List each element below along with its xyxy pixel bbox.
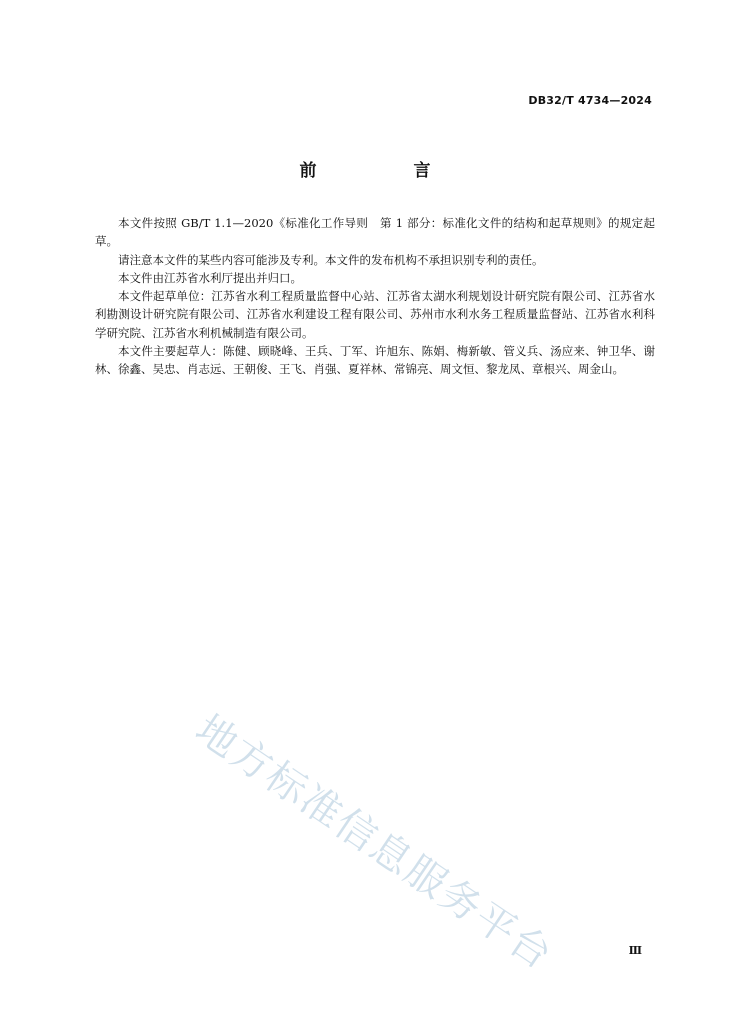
- paragraph-proposer: 本文件由江苏省水利厅提出并归口。: [118, 270, 302, 285]
- paragraph-patent-notice: 请注意本文件的某些内容可能涉及专利。本文件的发布机构不承担识别专利的责任。: [118, 252, 544, 267]
- page-number: Ⅲ: [628, 944, 642, 957]
- page-title: 前 言: [299, 161, 471, 181]
- standard-code: DB32/T 4734—2024: [528, 94, 652, 107]
- paragraph-drafting-rules: 本文件按照 GB/T 1.1—2020《标准化工作导则 第 1 部分：标准化文件的结构和起草规则》的规定起草。: [95, 216, 655, 249]
- foreword-body: [95, 214, 655, 379]
- paragraph-drafters: 本文件主要起草人：陈健、顾晓峰、王兵、丁军、许旭东、陈娟、梅新敏、管义兵、汤应来、钟卫华、谢林、徐鑫、吴忠、肖志远、王朝俊、王飞、肖强、夏祥林、常锦亮、周文恒、黎龙凤、章根兴、周金山。: [95, 344, 655, 377]
- watermark: 地方标准信息服务平台: [187, 706, 562, 980]
- paragraph-drafting-units: 本文件起草单位：江苏省水利工程质量监督中心站、江苏省太湖水利规划设计研究院有限公司、江苏省水利勘测设计研究院有限公司、江苏省水利建设工程有限公司、苏州市水利水务工程质量监督站、江苏省水利科学研究院、江苏省水利机械制造有限公司。: [95, 289, 655, 340]
